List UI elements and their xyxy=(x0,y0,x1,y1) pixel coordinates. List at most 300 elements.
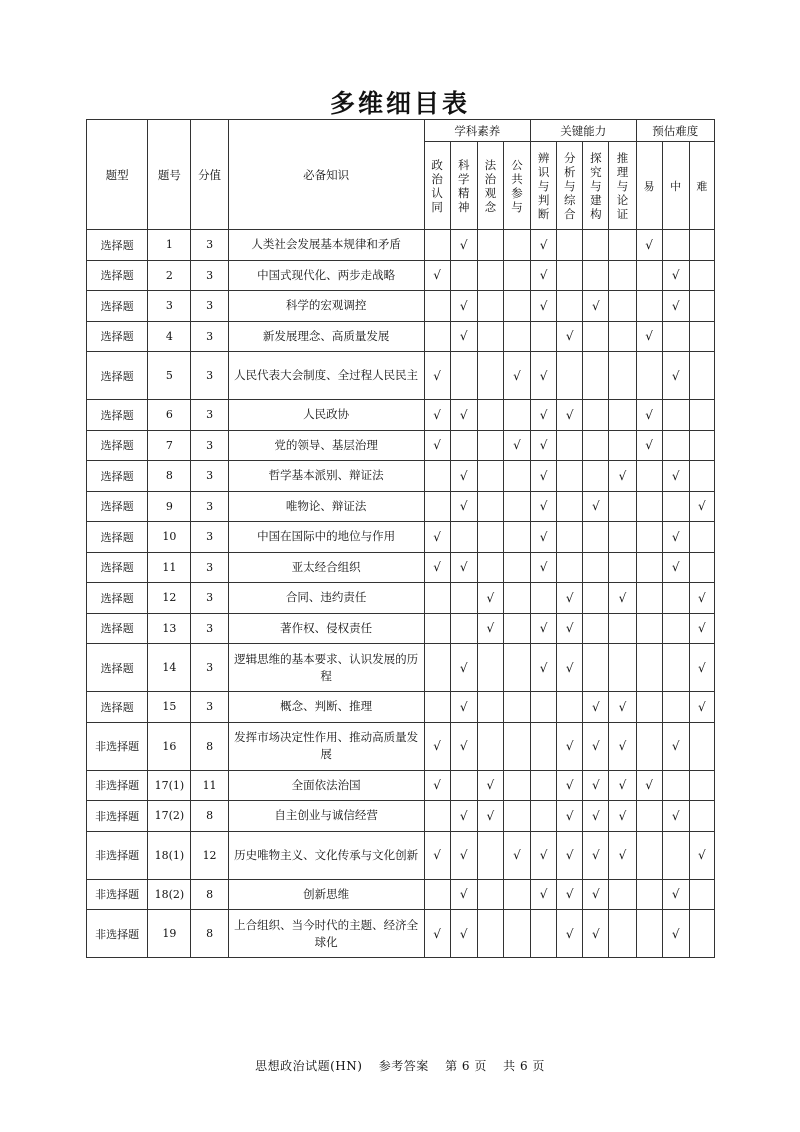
header-literacy-label: 法治观念 xyxy=(484,157,497,214)
empty-cell xyxy=(424,461,450,492)
header-ability-label: 辨识与判断 xyxy=(537,150,550,221)
empty-cell xyxy=(689,230,714,261)
empty-cell xyxy=(636,801,662,832)
cell-number: 11 xyxy=(148,552,191,583)
empty-cell xyxy=(583,430,609,461)
empty-cell xyxy=(689,352,714,400)
header-score: 分值 xyxy=(191,120,228,230)
empty-cell xyxy=(450,260,477,291)
check-mark: √ xyxy=(557,613,583,644)
check-mark: √ xyxy=(662,552,689,583)
empty-cell xyxy=(503,400,530,431)
empty-cell xyxy=(609,522,636,553)
check-mark: √ xyxy=(557,801,583,832)
cell-type: 非选择题 xyxy=(87,801,148,832)
empty-cell xyxy=(503,461,530,492)
empty-cell xyxy=(583,230,609,261)
cell-type: 选择题 xyxy=(87,552,148,583)
empty-cell xyxy=(503,522,530,553)
empty-cell xyxy=(636,522,662,553)
empty-cell xyxy=(531,801,557,832)
header-ability xyxy=(583,142,609,230)
empty-cell xyxy=(477,461,503,492)
check-mark: √ xyxy=(557,321,583,352)
empty-cell xyxy=(450,613,477,644)
footer-subject: 思想政治试题(HN) xyxy=(255,1059,363,1073)
cell-knowledge: 逻辑思维的基本要求、认识发展的历程 xyxy=(228,644,424,692)
empty-cell xyxy=(689,400,714,431)
empty-cell xyxy=(450,770,477,801)
empty-cell xyxy=(689,291,714,322)
check-mark: √ xyxy=(531,260,557,291)
header-ability xyxy=(531,142,557,230)
check-mark: √ xyxy=(609,692,636,723)
cell-type: 选择题 xyxy=(87,430,148,461)
empty-cell xyxy=(662,491,689,522)
cell-number: 7 xyxy=(148,430,191,461)
empty-cell xyxy=(662,430,689,461)
header-literacy xyxy=(424,142,450,230)
empty-cell xyxy=(424,801,450,832)
cell-number: 2 xyxy=(148,260,191,291)
header-group-difficulty: 预估难度 xyxy=(636,120,715,142)
check-mark: √ xyxy=(557,583,583,614)
check-mark: √ xyxy=(450,461,477,492)
check-mark: √ xyxy=(477,770,503,801)
empty-cell xyxy=(424,291,450,322)
empty-cell xyxy=(609,321,636,352)
empty-cell xyxy=(424,879,450,910)
empty-cell xyxy=(662,321,689,352)
empty-cell xyxy=(689,552,714,583)
empty-cell xyxy=(557,692,583,723)
check-mark: √ xyxy=(450,801,477,832)
check-mark: √ xyxy=(503,831,530,879)
check-mark: √ xyxy=(662,801,689,832)
check-mark: √ xyxy=(477,801,503,832)
cell-score: 3 xyxy=(191,613,228,644)
empty-cell xyxy=(424,613,450,644)
check-mark: √ xyxy=(450,400,477,431)
empty-cell xyxy=(636,644,662,692)
check-mark: √ xyxy=(424,831,450,879)
check-mark: √ xyxy=(609,770,636,801)
check-mark: √ xyxy=(662,910,689,958)
empty-cell xyxy=(557,461,583,492)
empty-cell xyxy=(609,644,636,692)
header-difficulty: 中 xyxy=(662,142,689,230)
cell-knowledge: 中国在国际中的地位与作用 xyxy=(228,522,424,553)
check-mark: √ xyxy=(531,879,557,910)
empty-cell xyxy=(636,879,662,910)
empty-cell xyxy=(662,230,689,261)
check-mark: √ xyxy=(424,522,450,553)
check-mark: √ xyxy=(531,613,557,644)
empty-cell xyxy=(503,644,530,692)
check-mark: √ xyxy=(662,260,689,291)
empty-cell xyxy=(477,910,503,958)
cell-knowledge: 哲学基本派别、辩证法 xyxy=(228,461,424,492)
cell-score: 12 xyxy=(191,831,228,879)
cell-score: 8 xyxy=(191,879,228,910)
cell-score: 3 xyxy=(191,491,228,522)
empty-cell xyxy=(477,692,503,723)
cell-type: 选择题 xyxy=(87,613,148,644)
cell-type: 选择题 xyxy=(87,491,148,522)
page-title: 多维细目表 xyxy=(329,89,470,118)
empty-cell xyxy=(557,430,583,461)
check-mark: √ xyxy=(557,879,583,910)
cell-type: 选择题 xyxy=(87,291,148,322)
empty-cell xyxy=(424,491,450,522)
cell-knowledge: 概念、判断、推理 xyxy=(228,692,424,723)
check-mark: √ xyxy=(557,831,583,879)
empty-cell xyxy=(583,644,609,692)
table-body xyxy=(87,230,715,958)
check-mark: √ xyxy=(531,491,557,522)
check-mark: √ xyxy=(583,770,609,801)
empty-cell xyxy=(450,430,477,461)
cell-knowledge: 人民政协 xyxy=(228,400,424,431)
check-mark: √ xyxy=(609,831,636,879)
check-mark: √ xyxy=(662,722,689,770)
empty-cell xyxy=(609,552,636,583)
empty-cell xyxy=(609,491,636,522)
empty-cell xyxy=(503,910,530,958)
check-mark: √ xyxy=(450,910,477,958)
cell-number: 4 xyxy=(148,321,191,352)
cell-type: 选择题 xyxy=(87,583,148,614)
empty-cell xyxy=(609,430,636,461)
check-mark: √ xyxy=(450,552,477,583)
cell-number: 6 xyxy=(148,400,191,431)
table-row xyxy=(87,461,715,492)
cell-score: 3 xyxy=(191,644,228,692)
check-mark: √ xyxy=(583,801,609,832)
empty-cell xyxy=(557,491,583,522)
table-row xyxy=(87,770,715,801)
check-mark: √ xyxy=(583,491,609,522)
header-literacy xyxy=(477,142,503,230)
empty-cell xyxy=(609,879,636,910)
empty-cell xyxy=(689,430,714,461)
empty-cell xyxy=(557,552,583,583)
empty-cell xyxy=(636,291,662,322)
empty-cell xyxy=(609,291,636,322)
cell-score: 8 xyxy=(191,722,228,770)
table-row xyxy=(87,831,715,879)
empty-cell xyxy=(503,801,530,832)
detail-table xyxy=(86,119,715,958)
check-mark: √ xyxy=(609,801,636,832)
cell-knowledge: 新发展理念、高质量发展 xyxy=(228,321,424,352)
empty-cell xyxy=(662,583,689,614)
check-mark: √ xyxy=(531,644,557,692)
cell-score: 3 xyxy=(191,430,228,461)
check-mark: √ xyxy=(477,613,503,644)
empty-cell xyxy=(503,879,530,910)
check-mark: √ xyxy=(424,910,450,958)
cell-number: 17(2) xyxy=(148,801,191,832)
empty-cell xyxy=(424,692,450,723)
empty-cell xyxy=(531,722,557,770)
check-mark: √ xyxy=(424,722,450,770)
empty-cell xyxy=(583,522,609,553)
empty-cell xyxy=(503,613,530,644)
cell-score: 3 xyxy=(191,352,228,400)
cell-knowledge: 合同、违约责任 xyxy=(228,583,424,614)
cell-knowledge: 全面依法治国 xyxy=(228,770,424,801)
check-mark: √ xyxy=(636,400,662,431)
header-knowledge: 必备知识 xyxy=(228,120,424,230)
cell-knowledge: 人类社会发展基本规律和矛盾 xyxy=(228,230,424,261)
empty-cell xyxy=(636,461,662,492)
empty-cell xyxy=(689,522,714,553)
check-mark: √ xyxy=(557,644,583,692)
cell-score: 3 xyxy=(191,522,228,553)
empty-cell xyxy=(583,461,609,492)
table-row xyxy=(87,613,715,644)
empty-cell xyxy=(477,552,503,583)
empty-cell xyxy=(503,491,530,522)
footer-total: 共 6 页 xyxy=(503,1059,545,1073)
empty-cell xyxy=(531,692,557,723)
empty-cell xyxy=(583,583,609,614)
check-mark: √ xyxy=(689,583,714,614)
empty-cell xyxy=(609,352,636,400)
cell-type: 非选择题 xyxy=(87,770,148,801)
empty-cell xyxy=(424,644,450,692)
check-mark: √ xyxy=(689,491,714,522)
cell-type: 非选择题 xyxy=(87,722,148,770)
header-ability xyxy=(557,142,583,230)
empty-cell xyxy=(689,461,714,492)
empty-cell xyxy=(503,291,530,322)
empty-cell xyxy=(689,321,714,352)
cell-number: 9 xyxy=(148,491,191,522)
cell-score: 3 xyxy=(191,291,228,322)
empty-cell xyxy=(477,291,503,322)
table-row xyxy=(87,430,715,461)
empty-cell xyxy=(503,260,530,291)
empty-cell xyxy=(477,831,503,879)
cell-type: 选择题 xyxy=(87,352,148,400)
table-row xyxy=(87,260,715,291)
empty-cell xyxy=(609,910,636,958)
check-mark: √ xyxy=(450,321,477,352)
cell-number: 18(1) xyxy=(148,831,191,879)
check-mark: √ xyxy=(531,831,557,879)
empty-cell xyxy=(477,400,503,431)
check-mark: √ xyxy=(450,291,477,322)
empty-cell xyxy=(609,230,636,261)
empty-cell xyxy=(636,552,662,583)
cell-number: 12 xyxy=(148,583,191,614)
table-row xyxy=(87,801,715,832)
empty-cell xyxy=(609,260,636,291)
empty-cell xyxy=(636,260,662,291)
cell-score: 8 xyxy=(191,801,228,832)
empty-cell xyxy=(557,260,583,291)
empty-cell xyxy=(477,722,503,770)
cell-score: 8 xyxy=(191,910,228,958)
check-mark: √ xyxy=(662,522,689,553)
check-mark: √ xyxy=(609,722,636,770)
cell-knowledge: 历史唯物主义、文化传承与文化创新 xyxy=(228,831,424,879)
check-mark: √ xyxy=(636,770,662,801)
cell-type: 选择题 xyxy=(87,400,148,431)
cell-number: 1 xyxy=(148,230,191,261)
check-mark: √ xyxy=(424,352,450,400)
empty-cell xyxy=(636,692,662,723)
check-mark: √ xyxy=(636,321,662,352)
header-literacy-label: 政治认同 xyxy=(431,157,443,214)
empty-cell xyxy=(689,260,714,291)
check-mark: √ xyxy=(557,910,583,958)
cell-number: 17(1) xyxy=(148,770,191,801)
table-row xyxy=(87,879,715,910)
cell-number: 15 xyxy=(148,692,191,723)
empty-cell xyxy=(557,291,583,322)
check-mark: √ xyxy=(689,613,714,644)
empty-cell xyxy=(636,910,662,958)
check-mark: √ xyxy=(636,430,662,461)
empty-cell xyxy=(583,260,609,291)
empty-cell xyxy=(662,692,689,723)
check-mark: √ xyxy=(531,461,557,492)
table-row xyxy=(87,522,715,553)
footer-doc: 参考答案 xyxy=(378,1059,429,1073)
cell-number: 3 xyxy=(148,291,191,322)
table-row xyxy=(87,321,715,352)
empty-cell xyxy=(477,352,503,400)
cell-score: 3 xyxy=(191,230,228,261)
cell-number: 14 xyxy=(148,644,191,692)
empty-cell xyxy=(662,613,689,644)
table-row xyxy=(87,644,715,692)
empty-cell xyxy=(503,692,530,723)
check-mark: √ xyxy=(689,831,714,879)
cell-score: 3 xyxy=(191,583,228,614)
table-row xyxy=(87,291,715,322)
empty-cell xyxy=(503,583,530,614)
empty-cell xyxy=(557,230,583,261)
check-mark: √ xyxy=(531,291,557,322)
empty-cell xyxy=(609,613,636,644)
empty-cell xyxy=(450,522,477,553)
empty-cell xyxy=(583,613,609,644)
empty-cell xyxy=(583,400,609,431)
cell-type: 选择题 xyxy=(87,692,148,723)
empty-cell xyxy=(662,831,689,879)
check-mark: √ xyxy=(531,552,557,583)
check-mark: √ xyxy=(583,879,609,910)
check-mark: √ xyxy=(531,522,557,553)
footer-page: 第 6 页 xyxy=(445,1059,487,1073)
empty-cell xyxy=(557,352,583,400)
empty-cell xyxy=(424,583,450,614)
empty-cell xyxy=(636,831,662,879)
check-mark: √ xyxy=(662,352,689,400)
check-mark: √ xyxy=(531,352,557,400)
cell-type: 非选择题 xyxy=(87,831,148,879)
check-mark: √ xyxy=(583,692,609,723)
table-row xyxy=(87,491,715,522)
empty-cell xyxy=(636,352,662,400)
header-ability-label: 推理与论证 xyxy=(616,150,629,221)
cell-score: 3 xyxy=(191,321,228,352)
header-literacy xyxy=(450,142,477,230)
empty-cell xyxy=(689,910,714,958)
table-row xyxy=(87,910,715,958)
empty-cell xyxy=(531,770,557,801)
check-mark: √ xyxy=(583,831,609,879)
check-mark: √ xyxy=(450,831,477,879)
header-literacy-label: 公共参与 xyxy=(511,157,523,214)
cell-type: 选择题 xyxy=(87,230,148,261)
cell-number: 18(2) xyxy=(148,879,191,910)
cell-number: 10 xyxy=(148,522,191,553)
empty-cell xyxy=(531,910,557,958)
table-row xyxy=(87,352,715,400)
empty-cell xyxy=(636,491,662,522)
empty-cell xyxy=(583,552,609,583)
cell-type: 选择题 xyxy=(87,461,148,492)
check-mark: √ xyxy=(583,291,609,322)
check-mark: √ xyxy=(424,400,450,431)
empty-cell xyxy=(477,321,503,352)
check-mark: √ xyxy=(450,230,477,261)
check-mark: √ xyxy=(557,722,583,770)
empty-cell xyxy=(689,879,714,910)
cell-type: 选择题 xyxy=(87,321,148,352)
empty-cell xyxy=(503,321,530,352)
header-difficulty: 难 xyxy=(689,142,714,230)
empty-cell xyxy=(662,644,689,692)
empty-cell xyxy=(689,801,714,832)
cell-knowledge: 唯物论、辩证法 xyxy=(228,491,424,522)
empty-cell xyxy=(689,722,714,770)
empty-cell xyxy=(531,583,557,614)
empty-cell xyxy=(583,321,609,352)
cell-number: 8 xyxy=(148,461,191,492)
empty-cell xyxy=(477,260,503,291)
cell-knowledge: 亚太经合组织 xyxy=(228,552,424,583)
cell-number: 13 xyxy=(148,613,191,644)
header-difficulty: 易 xyxy=(636,142,662,230)
cell-number: 16 xyxy=(148,722,191,770)
cell-type: 非选择题 xyxy=(87,879,148,910)
cell-type: 选择题 xyxy=(87,522,148,553)
empty-cell xyxy=(662,770,689,801)
cell-knowledge: 发挥市场决定性作用、推动高质量发展 xyxy=(228,722,424,770)
check-mark: √ xyxy=(503,430,530,461)
header-literacy-label: 科学精神 xyxy=(458,157,470,214)
check-mark: √ xyxy=(531,430,557,461)
header-number: 题号 xyxy=(148,120,191,230)
table-row xyxy=(87,552,715,583)
check-mark: √ xyxy=(477,583,503,614)
cell-score: 3 xyxy=(191,400,228,431)
page-footer xyxy=(0,1057,800,1074)
empty-cell xyxy=(450,583,477,614)
cell-knowledge: 自主创业与诚信经营 xyxy=(228,801,424,832)
empty-cell xyxy=(424,230,450,261)
check-mark: √ xyxy=(450,692,477,723)
check-mark: √ xyxy=(557,770,583,801)
empty-cell xyxy=(636,613,662,644)
empty-cell xyxy=(503,770,530,801)
